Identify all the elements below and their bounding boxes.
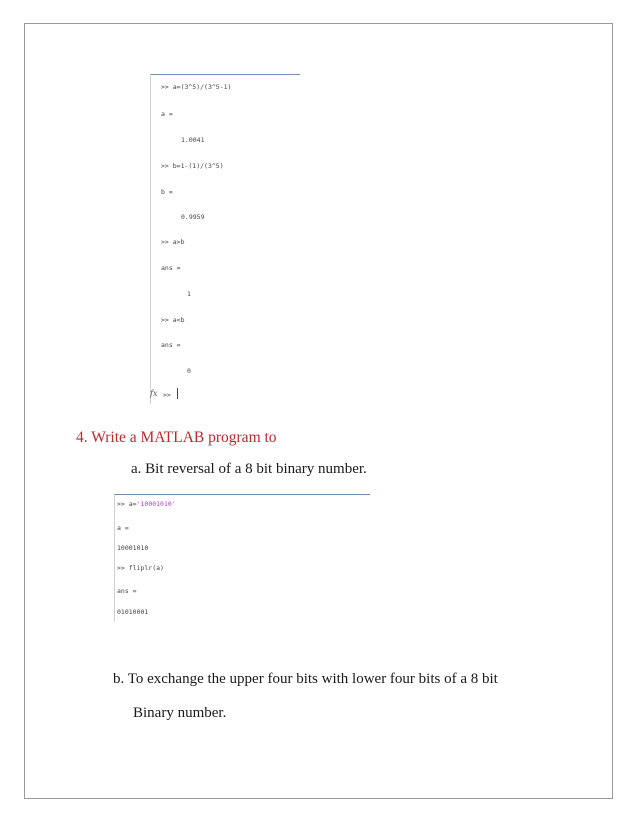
- item-b-text-line2: Binary number.: [133, 705, 227, 721]
- console-left-border: [114, 494, 115, 622]
- console-line: 0: [187, 367, 191, 375]
- console-line: >> b=1-(1)/(3^5): [161, 162, 224, 170]
- console-line: ans =: [161, 341, 181, 349]
- console-string-literal: '10001010': [136, 500, 176, 508]
- console-line: 0.9959: [181, 213, 205, 221]
- console-line: 01010001: [117, 608, 149, 616]
- console-line: >> fliplr(a): [117, 564, 164, 572]
- question-heading: 4. Write a MATLAB program to: [76, 429, 277, 446]
- console-line: ans =: [161, 264, 181, 272]
- console-top-border: [150, 74, 300, 75]
- console-line: ans =: [117, 587, 137, 595]
- text-caret: [177, 388, 178, 399]
- console-line: a =: [161, 110, 173, 118]
- console-line: [117, 500, 176, 508]
- console-prompt[interactable]: >>: [163, 391, 171, 399]
- console-line: >> a>b: [161, 238, 185, 246]
- console-line: a =: [117, 524, 129, 532]
- console-top-border: [114, 494, 370, 495]
- console-line: >> a=(3^5)/(3^5-1): [161, 83, 232, 91]
- fx-icon: fx: [150, 389, 158, 398]
- console-line: 1: [187, 290, 191, 298]
- item-b-text-line1: b. To exchange the upper four bits with lower four bits of a 8 bit: [113, 671, 498, 687]
- console-left-border: [150, 74, 151, 404]
- console-line: 10001010: [117, 544, 149, 552]
- console-line-prefix: >> a=: [117, 500, 137, 508]
- item-a-text: a. Bit reversal of a 8 bit binary number.: [131, 461, 367, 477]
- console-line: b =: [161, 188, 173, 196]
- console-line: >> a<b: [161, 316, 185, 324]
- matlab-console-2: [114, 494, 370, 622]
- console-line: 1.0041: [181, 136, 205, 144]
